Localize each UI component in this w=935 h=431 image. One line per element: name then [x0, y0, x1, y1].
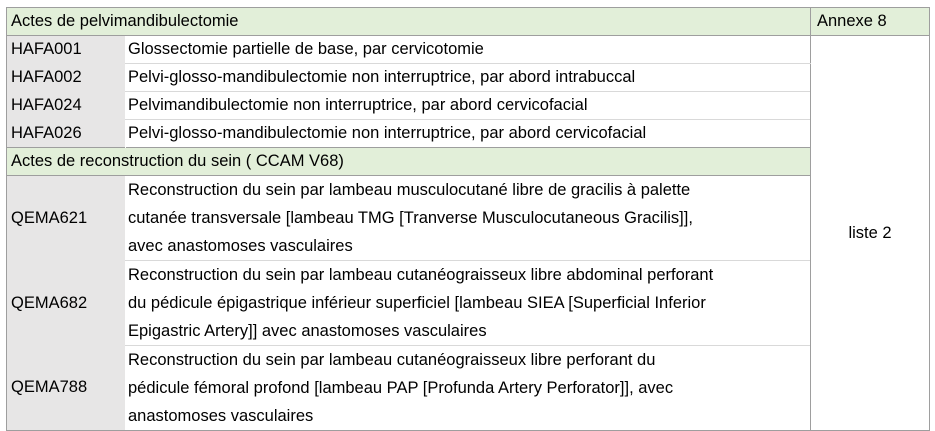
label-line: anastomoses vasculaires — [128, 407, 314, 425]
label-line: du pédicule épigastrique inférieur superficiel [lambeau SIEA [Superficial Inferior — [128, 294, 706, 312]
table-row — [7, 176, 930, 261]
code-cell[interactable]: QEMA682 — [7, 261, 126, 346]
label-cell[interactable] — [126, 261, 811, 346]
section-header-row — [7, 8, 930, 36]
table-row — [7, 120, 930, 148]
code-cell[interactable]: QEMA621 — [7, 176, 126, 261]
label-line: avec anastomoses vasculaires — [128, 237, 353, 255]
table-row — [7, 92, 930, 120]
label-cell[interactable]: Pelvimandibulectomie non interruptrice, par abord cervicofacial — [126, 92, 811, 120]
spreadsheet-table-container — [6, 7, 929, 425]
label-line: Reconstruction du sein par lambeau cutanéograisseux libre perforant du — [128, 351, 656, 369]
table-row — [7, 261, 930, 346]
section-title-reconstruction-sein[interactable]: Actes de reconstruction du sein ( CCAM V68) — [7, 148, 811, 176]
label-cell[interactable]: Glossectomie partielle de base, par cervicotomie — [126, 36, 811, 64]
label-line: cutanée transversale [lambeau TMG [Tranverse Musculocutaneous Gracilis]], — [128, 209, 693, 227]
section-header-row — [7, 148, 930, 176]
label-cell[interactable]: Pelvi-glosso-mandibulectomie non interruptrice, par abord intrabuccal — [126, 64, 811, 92]
code-cell[interactable]: QEMA788 — [7, 346, 126, 431]
code-cell[interactable]: HAFA001 — [7, 36, 126, 64]
label-cell[interactable]: Pelvi-glosso-mandibulectomie non interruptrice, par abord cervicofacial — [126, 120, 811, 148]
section-title-pelvimandibulectomie[interactable]: Actes de pelvimandibulectomie — [7, 8, 811, 36]
acts-table — [6, 7, 930, 431]
liste-cell[interactable]: liste 2 — [811, 36, 930, 431]
code-cell[interactable]: HAFA024 — [7, 92, 126, 120]
label-cell[interactable] — [126, 176, 811, 261]
table-row — [7, 36, 930, 64]
label-line: Reconstruction du sein par lambeau musculocutané libre de gracilis à palette — [128, 181, 691, 199]
table-row — [7, 346, 930, 431]
label-line: pédicule fémoral profond [lambeau PAP [Profunda Artery Perforator]], avec — [128, 379, 674, 397]
label-line: Reconstruction du sein par lambeau cutanéograisseux libre abdominal perforant — [128, 266, 714, 284]
table-row — [7, 64, 930, 92]
annexe-cell[interactable]: Annexe 8 — [811, 8, 930, 36]
code-cell[interactable]: HAFA026 — [7, 120, 126, 148]
label-line: Epigastric Artery]] avec anastomoses vasculaires — [128, 322, 487, 340]
label-cell[interactable] — [126, 346, 811, 431]
code-cell[interactable]: HAFA002 — [7, 64, 126, 92]
